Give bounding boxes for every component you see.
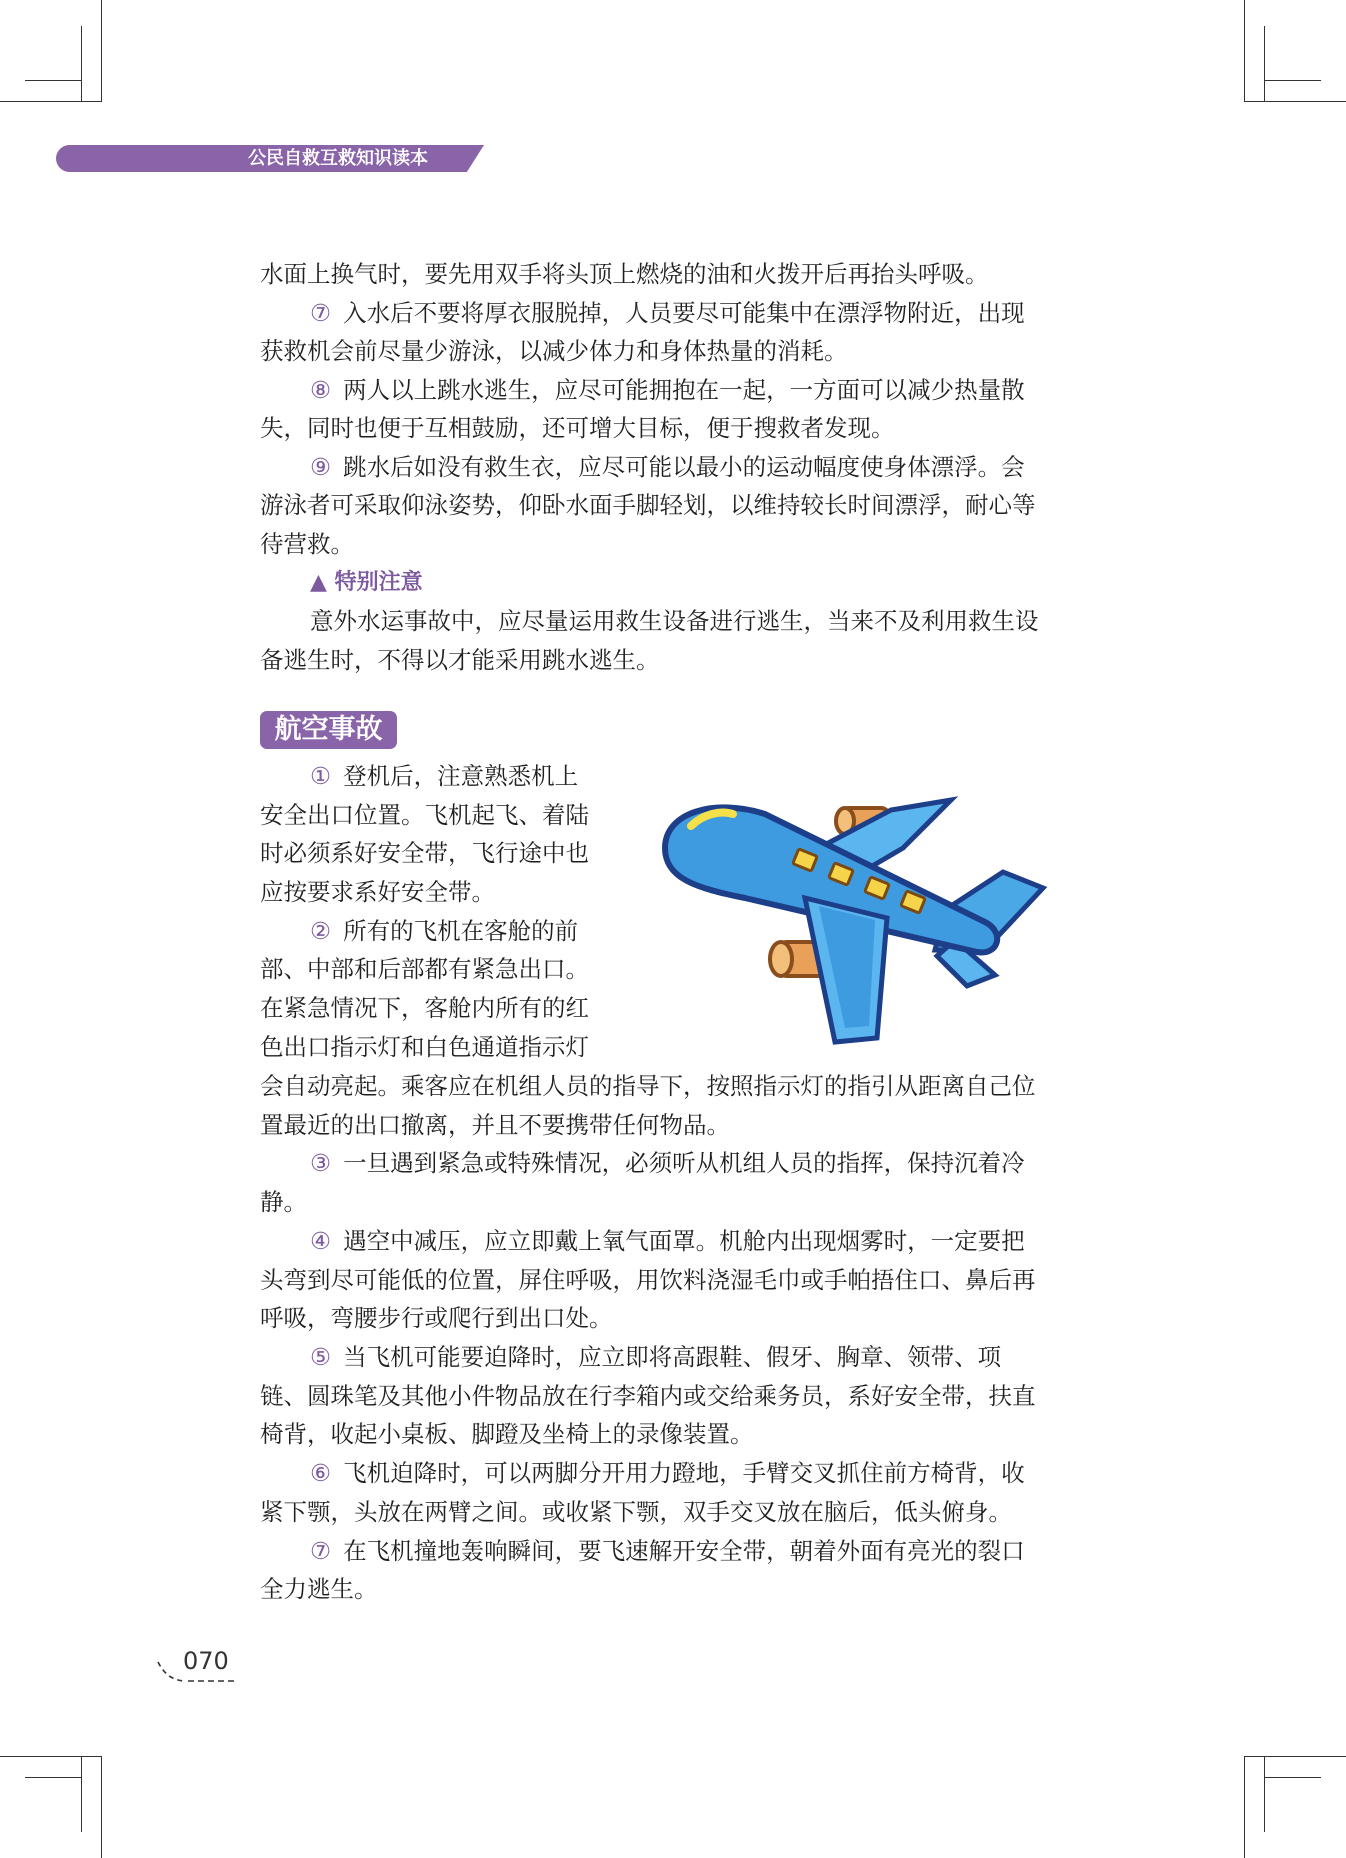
page-number: 070 — [183, 1647, 229, 1675]
text-line: ③ 一旦遇到紧急或特殊情况，必须听从机组人员的指挥，保持沉着冷 — [310, 1149, 1025, 1177]
item-number: ② — [310, 917, 332, 945]
text-line: 在紧急情况下，客舱内所有的红 — [260, 994, 589, 1022]
item-number: ⑧ — [310, 376, 332, 404]
text-line: 部、中部和后部都有紧急出口。 — [260, 955, 589, 983]
text-line: 静。 — [260, 1188, 307, 1216]
text-line: 游泳者可采取仰泳姿势，仰卧水面手脚轻划，以维持较长时间漂浮，耐心等 — [260, 491, 1036, 519]
crop-mark — [1244, 1756, 1346, 1757]
crop-mark — [1264, 1756, 1265, 1832]
section-title: 航空事故 — [260, 711, 397, 749]
item-number: ⑨ — [310, 453, 332, 481]
text-line: 意外水运事故中，应尽量运用救生设备进行逃生，当来不及利用救生设 — [310, 607, 1039, 635]
text-line: 时必须系好安全带，飞行途中也 — [260, 839, 589, 867]
crop-mark — [0, 101, 102, 102]
text-line: 色出口指示灯和白色通道指示灯 — [260, 1033, 589, 1061]
text-line: 头弯到尽可能低的位置，屏住呼吸，用饮料浇湿毛巾或手帕捂住口、鼻后再 — [260, 1266, 1036, 1294]
item-number: ⑦ — [310, 1537, 332, 1565]
text-line: ② 所有的飞机在客舱的前 — [310, 917, 579, 945]
text-line: 全力逃生。 — [260, 1575, 378, 1603]
crop-mark — [1244, 0, 1245, 102]
text-line: 紧下颚，头放在两臂之间。或收紧下颚，双手交叉放在脑后，低头俯身。 — [260, 1498, 1012, 1526]
crop-mark — [81, 26, 82, 102]
crop-mark — [1265, 80, 1321, 81]
crop-mark — [1244, 1756, 1245, 1858]
crop-mark — [81, 1756, 82, 1832]
item-number: ④ — [310, 1227, 332, 1255]
crop-mark — [1265, 1777, 1321, 1778]
item-number: ⑥ — [310, 1459, 332, 1487]
text-line: 呼吸，弯腰步行或爬行到出口处。 — [260, 1304, 613, 1332]
item-number: ③ — [310, 1149, 332, 1177]
text-line: 应按要求系好安全带。 — [260, 878, 495, 906]
special-note-title: ▲ 特别注意 — [310, 570, 423, 595]
text-line: ⑤ 当飞机可能要迫降时，应立即将高跟鞋、假牙、胸章、领带、项 — [310, 1343, 1002, 1371]
text-line: ⑨ 跳水后如没有救生衣，应尽可能以最小的运动幅度使身体漂浮。会 — [310, 453, 1025, 481]
airplane-illustration — [655, 790, 1085, 1050]
text-line: 水面上换气时，要先用双手将头顶上燃烧的油和火拨开后再抬头呼吸。 — [260, 260, 989, 288]
text-line: 会自动亮起。乘客应在机组人员的指导下，按照指示灯的指引从距离自己位 — [260, 1072, 1036, 1100]
item-number: ⑤ — [310, 1343, 332, 1371]
crop-mark — [101, 0, 102, 102]
text-line: ⑧ 两人以上跳水逃生，应尽可能拥抱在一起，一方面可以减少热量散 — [310, 376, 1025, 404]
crop-mark — [25, 80, 81, 81]
text-line: 备逃生时，不得以才能采用跳水逃生。 — [260, 646, 660, 674]
text-line: 失，同时也便于互相鼓励，还可增大目标，便于搜救者发现。 — [260, 414, 895, 442]
text-line: ⑦ 在飞机撞地轰响瞬间，要飞速解开安全带，朝着外面有亮光的裂口 — [310, 1537, 1025, 1565]
text-line: ① 登机后，注意熟悉机上 — [310, 762, 579, 790]
crop-mark — [25, 1777, 81, 1778]
text-line: 置最近的出口撤离，并且不要携带任何物品。 — [260, 1111, 730, 1139]
text-line: 获救机会前尽量少游泳，以减少体力和身体热量的消耗。 — [260, 337, 848, 365]
header-title: 公民自救互救知识读本 — [248, 148, 428, 169]
item-number: ① — [310, 762, 332, 790]
item-number: ⑦ — [310, 299, 332, 327]
crop-mark — [0, 1756, 102, 1757]
text-line: 椅背，收起小桌板、脚蹬及坐椅上的录像装置。 — [260, 1420, 754, 1448]
text-line: 待营救。 — [260, 530, 354, 558]
text-line: 链、圆珠笔及其他小件物品放在行李箱内或交给乘务员，系好安全带，扶直 — [260, 1382, 1036, 1410]
text-line: ④ 遇空中减压，应立即戴上氧气面罩。机舱内出现烟雾时，一定要把 — [310, 1227, 1025, 1255]
text-line: ⑦ 入水后不要将厚衣服脱掉，人员要尽可能集中在漂浮物附近，出现 — [310, 299, 1025, 327]
crop-mark — [1244, 101, 1346, 102]
text-line: 安全出口位置。飞机起飞、着陆 — [260, 801, 589, 829]
crop-mark — [101, 1756, 102, 1858]
crop-mark — [1264, 26, 1265, 102]
text-line: ⑥ 飞机迫降时，可以两脚分开用力蹬地，手臂交叉抓住前方椅背，收 — [310, 1459, 1025, 1487]
